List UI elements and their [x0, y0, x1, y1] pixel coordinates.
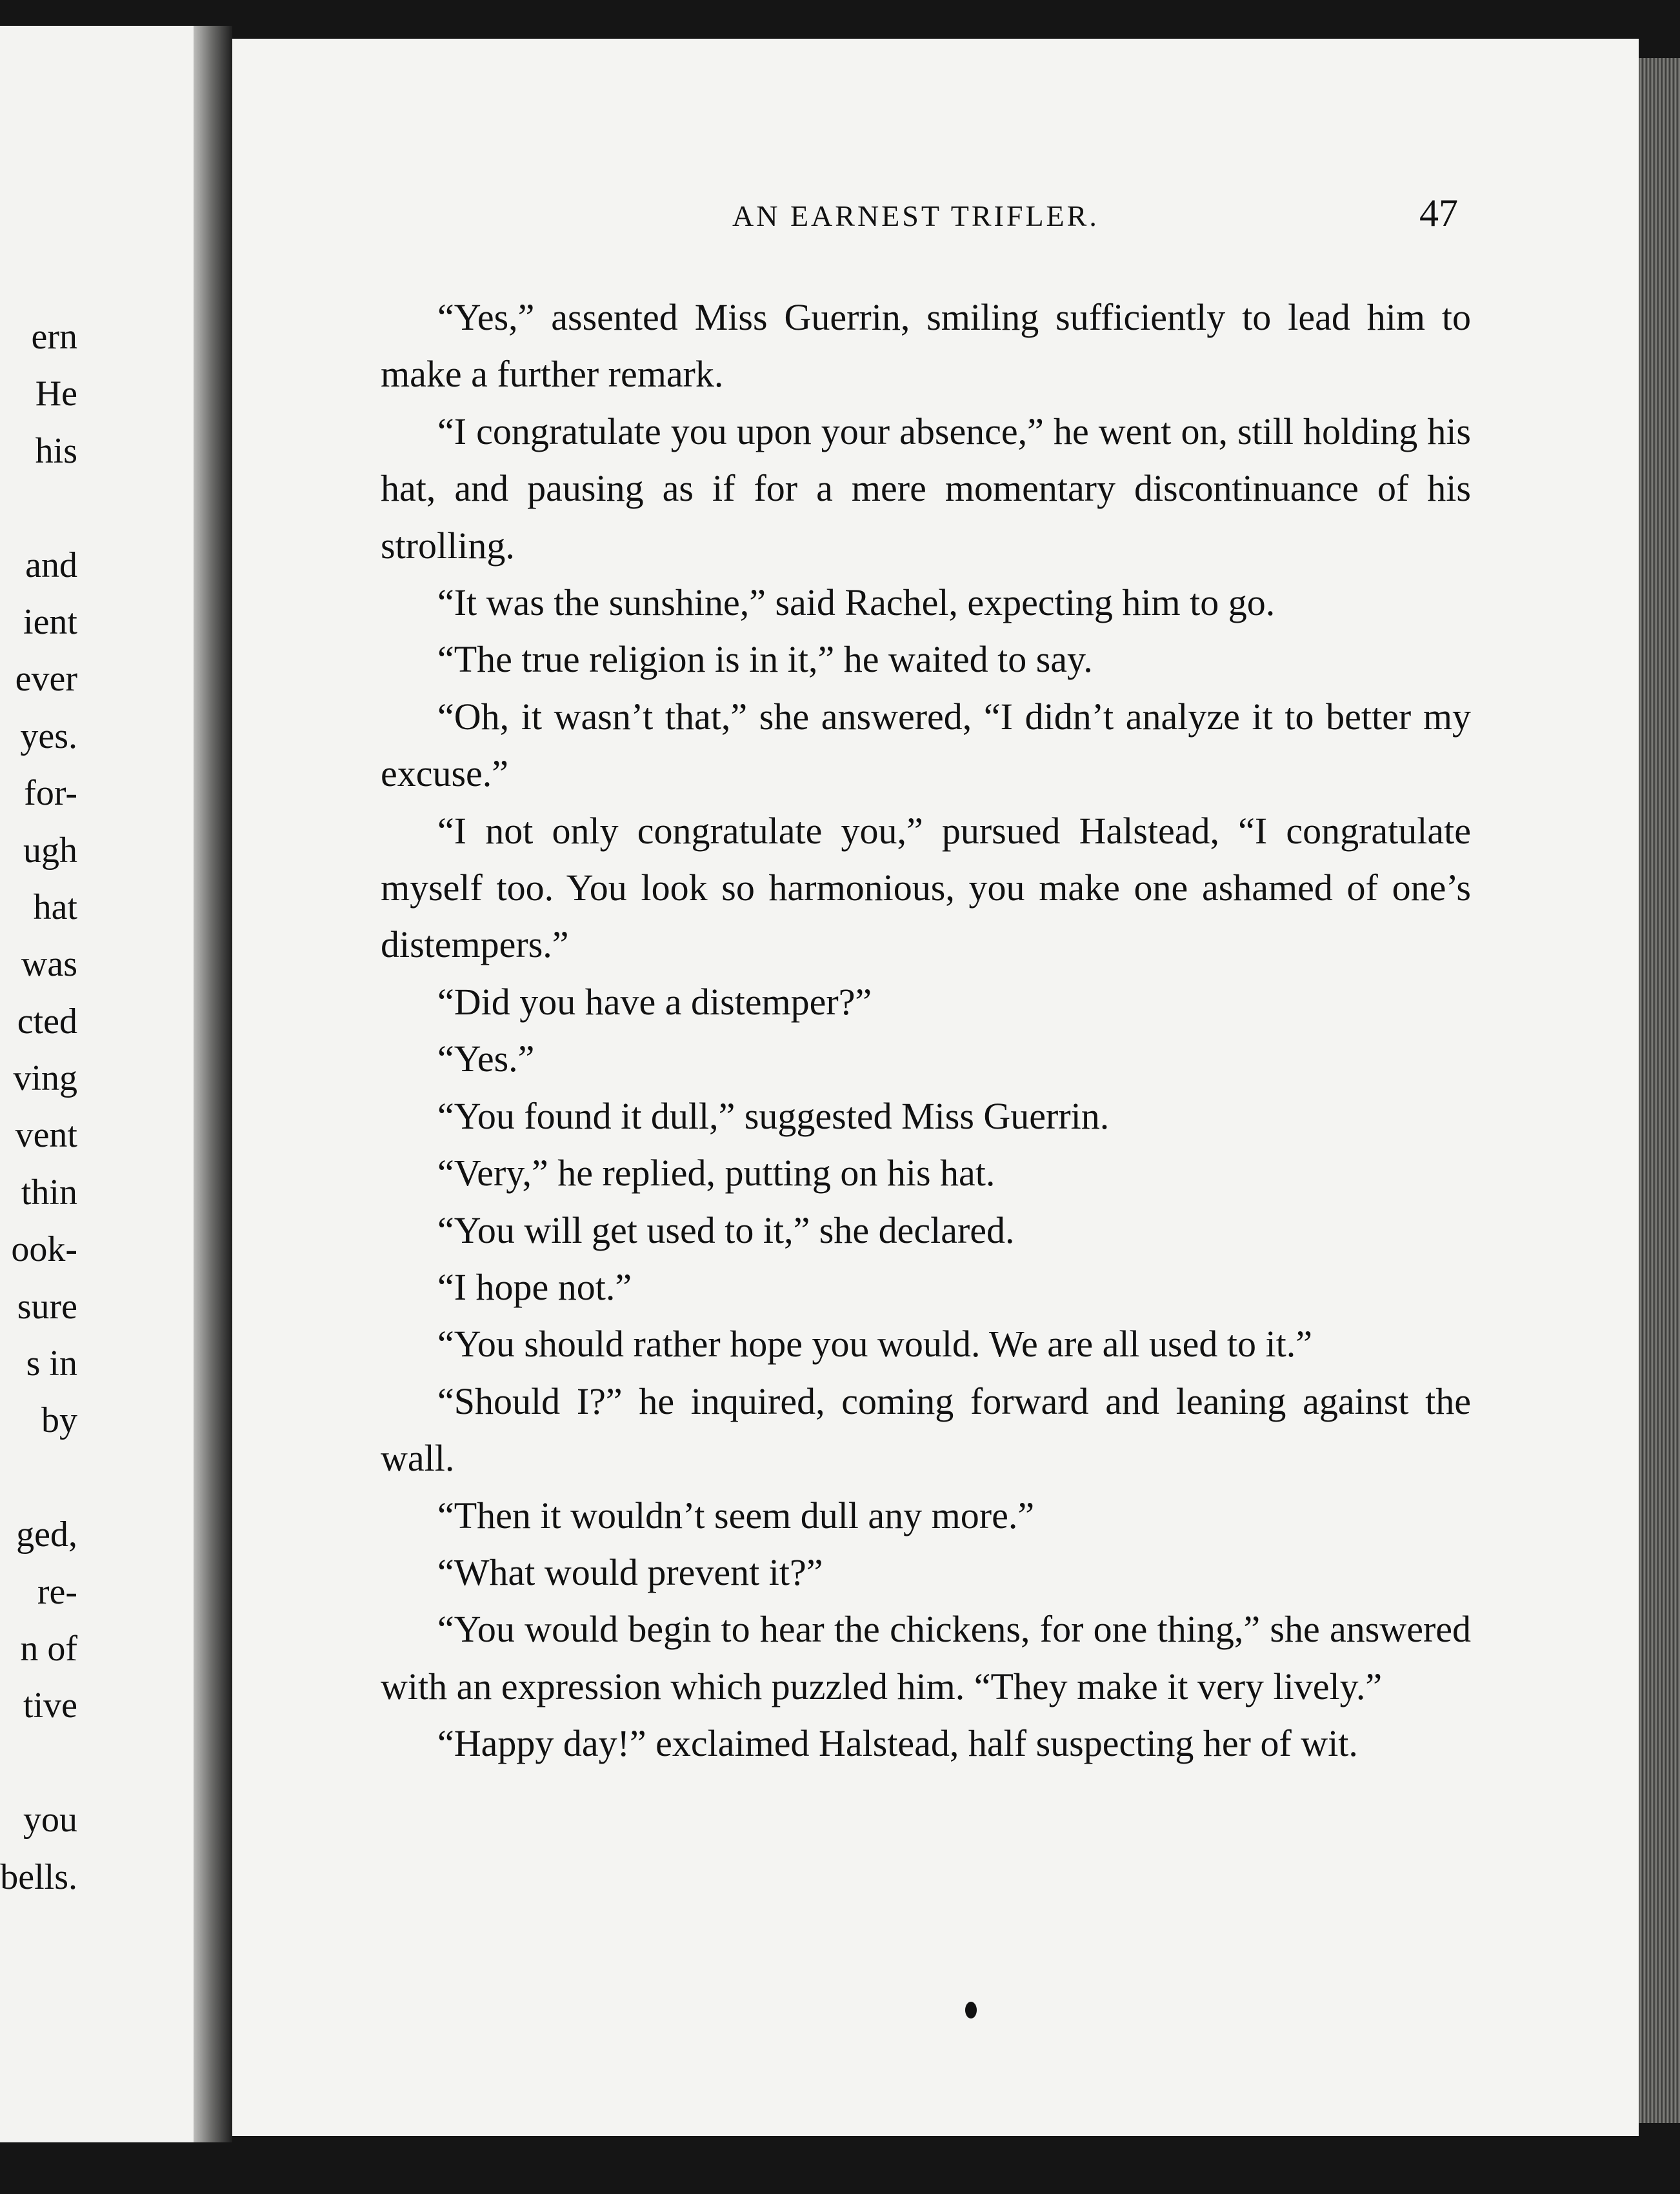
left-line: hat — [33, 887, 77, 927]
left-line — [0, 479, 77, 536]
paragraph: “Did you have a distemper?” — [437, 980, 872, 1023]
left-line: ever — [15, 659, 77, 699]
left-line: n of — [20, 1628, 77, 1669]
paragraph: “You would begin to hear the chickens, for one thing,” she answered with an expression which puzzled him. “They make it very lively.” — [381, 1608, 1471, 1707]
left-line: ern — [31, 317, 77, 357]
left-line: He — [35, 374, 77, 414]
page-number: 47 — [1419, 192, 1458, 234]
left-line: for- — [24, 773, 77, 814]
paragraph: “Oh, it wasn’t that,” she answered, “I didn’t analyze it to better my excuse.” — [381, 695, 1471, 795]
left-line: vent — [15, 1115, 77, 1156]
paragraph: “I hope not.” — [437, 1265, 632, 1308]
paragraph: “You should rather hope you would. We are all used to it.” — [437, 1323, 1312, 1365]
running-head: AN EARNEST TRIFLER. — [732, 199, 1099, 232]
left-line: sure — [17, 1286, 77, 1327]
left-line: ged, — [16, 1515, 77, 1555]
book-gutter — [194, 26, 232, 2142]
page-edges — [1639, 58, 1680, 2123]
left-line: by — [41, 1400, 77, 1441]
left-line: ook- — [11, 1229, 77, 1270]
left-line: you — [23, 1800, 77, 1840]
left-line — [0, 1735, 77, 1791]
paragraph: “Yes.” — [437, 1038, 535, 1080]
left-line: ving — [13, 1058, 77, 1099]
paragraph: “I congratulate you upon your absence,” he went on, still holding his hat, and pausing as if for a mere momentary discontinuance of his strolling. — [381, 410, 1471, 567]
paragraph: “What would prevent it?” — [437, 1551, 823, 1593]
paragraph: “Then it wouldn’t seem dull any more.” — [437, 1494, 1035, 1536]
left-line: re- — [37, 1571, 77, 1612]
ink-spot — [965, 2002, 977, 2018]
left-line: his — [35, 430, 77, 471]
left-page-text — [0, 308, 77, 1906]
left-line — [0, 1449, 77, 1506]
paragraph: “It was the sunshine,” said Rachel, expecting him to go. — [437, 581, 1275, 624]
left-line: yes. — [20, 716, 77, 756]
left-line: tive — [23, 1686, 77, 1726]
paragraph: “You found it dull,” suggested Miss Guerrin. — [437, 1094, 1110, 1137]
paragraph: “Should I?” he inquired, coming forward and leaning against the wall. — [381, 1380, 1471, 1480]
left-line: thin — [21, 1172, 77, 1213]
body-text — [381, 289, 1471, 1773]
left-line: and — [25, 545, 77, 585]
paragraph: “The true religion is in it,” he waited to say. — [437, 638, 1093, 681]
left-line: bells. — [0, 1857, 77, 1897]
paragraph: “Happy day!” exclaimed Halstead, half suspecting her of wit. — [437, 1722, 1358, 1765]
paragraph: “You will get used to it,” she declared. — [437, 1209, 1015, 1251]
left-line: ugh — [23, 830, 77, 871]
left-line: was — [21, 944, 77, 985]
left-line: ient — [23, 601, 77, 642]
paragraph: “Yes,” assented Miss Guerrin, smiling sufficiently to lead him to make a further remark. — [381, 296, 1471, 396]
paragraph: “I not only congratulate you,” pursued Halstead, “I congratulate myself too. You look so harmonious, you make one ashamed of one’s distempers.” — [381, 809, 1471, 966]
left-line: cted — [17, 1001, 77, 1042]
paragraph: “Very,” he replied, putting on his hat. — [437, 1152, 995, 1194]
left-line: s in — [26, 1344, 77, 1384]
